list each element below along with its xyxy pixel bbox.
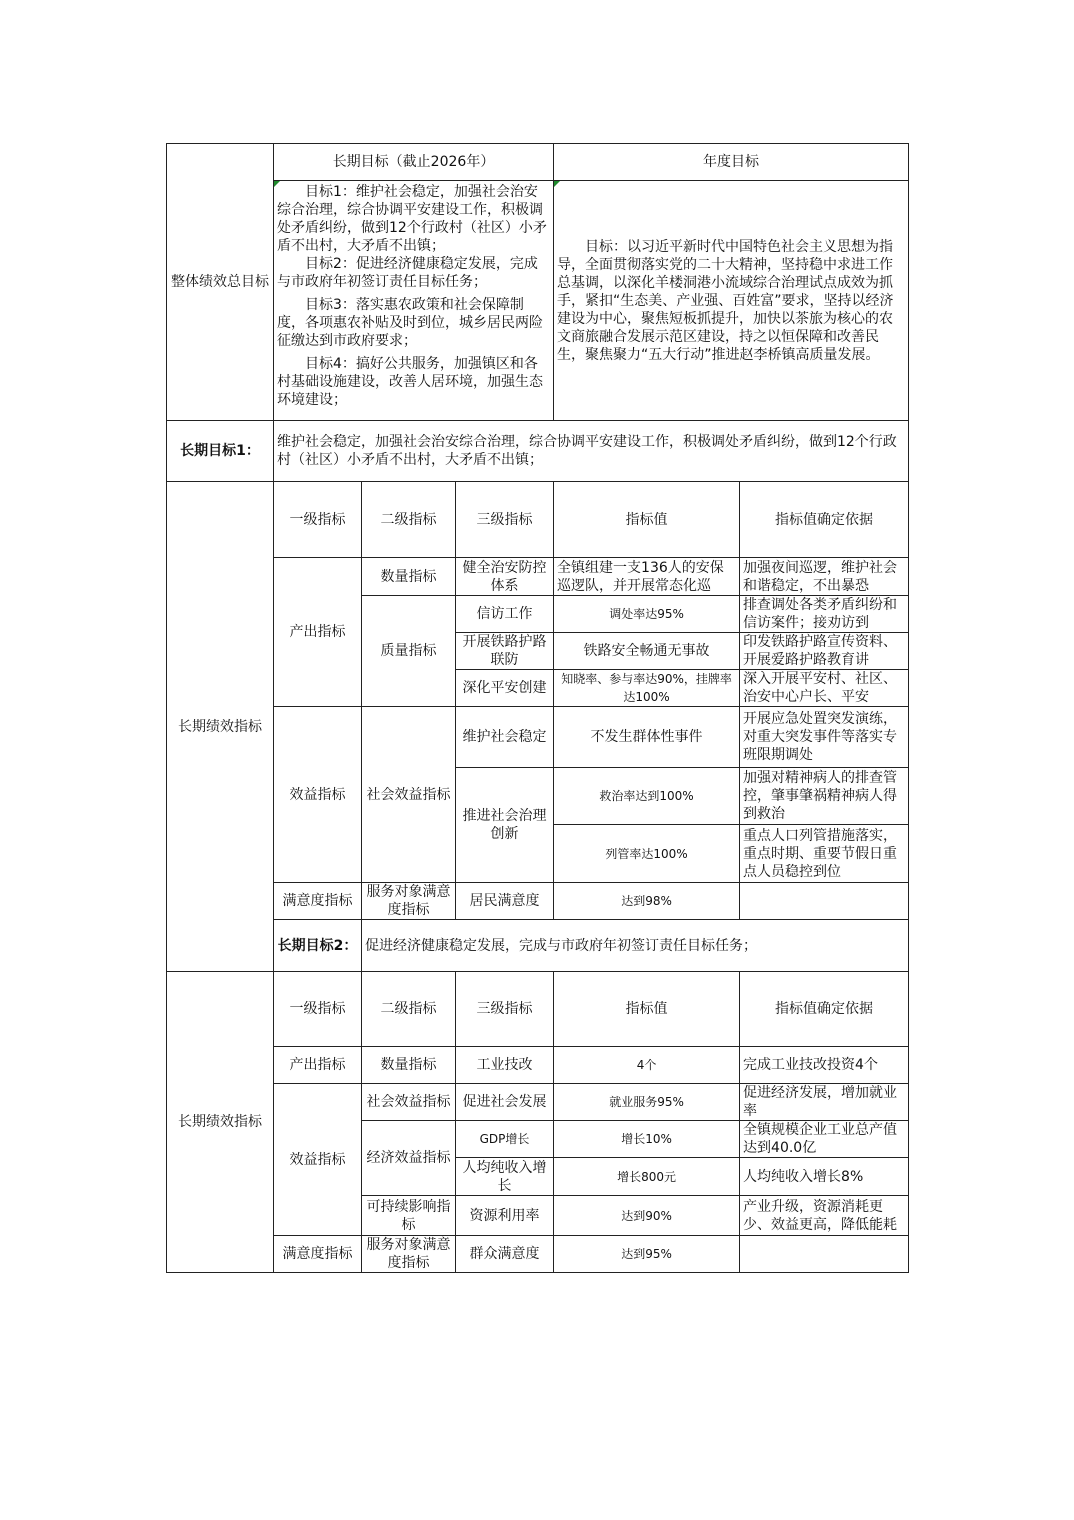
table-cell: 列管率达100%: [554, 825, 740, 883]
goal2-section-label: 长期绩效指标: [167, 972, 274, 1273]
header-level1: 一级指标: [274, 482, 362, 558]
table-cell: 加强夜间巡逻，维护社会和谐稳定，不出暴恐: [740, 558, 909, 596]
table-cell: 就业服务95%: [554, 1084, 740, 1121]
service-satisfaction-indicator: 服务对象满意度指标: [362, 1236, 456, 1273]
header-value: 指标值: [554, 482, 740, 558]
output-indicator: 产出指标: [274, 558, 362, 707]
table-cell: 印发铁路护路宣传资料、开展爱路护路教育讲: [740, 633, 909, 670]
table-cell: 达到95%: [554, 1236, 740, 1273]
service-satisfaction-indicator: 服务对象满意度指标: [362, 883, 456, 920]
quantity-indicator: 数量指标: [362, 1047, 456, 1084]
table-cell: 调处率达95%: [554, 596, 740, 633]
table-cell: 促进社会发展: [456, 1084, 554, 1121]
goal2-text: 促进经济健康稳定发展，完成与市政府年初签订责任目标任务；: [362, 920, 909, 972]
header-basis: 指标值确定依据: [740, 482, 909, 558]
table-cell: 居民满意度: [456, 883, 554, 920]
table-cell: 全镇组建一支136人的安保巡逻队，并开展常态化巡: [554, 558, 740, 596]
social-benefit-indicator: 社会效益指标: [362, 1084, 456, 1121]
table-cell: 维护社会稳定: [456, 707, 554, 768]
table-cell: 4个: [554, 1047, 740, 1084]
performance-goals-sheet: [166, 143, 908, 1273]
overall-goal-label: 整体绩效总目标: [167, 144, 274, 421]
header-level2: 二级指标: [362, 972, 456, 1047]
table-cell: 知晓率、参与率达90%，挂牌率达100%: [554, 670, 740, 707]
long-term-header: 长期目标（截止2026年）: [274, 144, 554, 181]
table-cell: 救治率达到100%: [554, 768, 740, 825]
sustainability-indicator: 可持续影响指标: [362, 1196, 456, 1236]
long-term-goals-cell: [274, 181, 554, 421]
header-basis: 指标值确定依据: [740, 972, 909, 1047]
goal1-label: 长期目标1：: [167, 421, 274, 482]
table-cell: 达到90%: [554, 1196, 740, 1236]
table-cell: 群众满意度: [456, 1236, 554, 1273]
table-cell: 达到98%: [554, 883, 740, 920]
output-indicator: 产出指标: [274, 1047, 362, 1084]
table-cell: 工业技改: [456, 1047, 554, 1084]
benefit-indicator: 效益指标: [274, 707, 362, 883]
table-cell: 不发生群体性事件: [554, 707, 740, 768]
long-term-goal-2: 目标2：促进经济健康稳定发展，完成与市政府年初签订责任目标任务；: [277, 256, 538, 290]
table-cell: [740, 1236, 909, 1273]
table-cell: 信访工作: [456, 596, 554, 633]
performance-table: [166, 143, 909, 1273]
table-cell: 健全治安防控体系: [456, 558, 554, 596]
goal1-text: 维护社会稳定，加强社会治安综合治理，综合协调平安建设工作，积极调处矛盾纠纷，做到12个行政村（社区）小矛盾不出村，大矛盾不出镇；: [274, 421, 909, 482]
annual-header: 年度目标: [554, 144, 909, 181]
goal1-section-label: 长期绩效指标: [167, 482, 274, 972]
table-cell: 深化平安创建: [456, 670, 554, 707]
table-cell: 深入开展平安村、社区、治安中心户长、平安: [740, 670, 909, 707]
header-level2: 二级指标: [362, 482, 456, 558]
governance-innovation: 推进社会治理创新: [456, 768, 554, 883]
table-cell: 排查调处各类矛盾纠纷和信访案件；接劝访到: [740, 596, 909, 633]
header-level1: 一级指标: [274, 972, 362, 1047]
table-cell: 资源利用率: [456, 1196, 554, 1236]
table-cell: 人均纯收入增长8%: [740, 1158, 909, 1196]
table-cell: 促进经济发展，增加就业率: [740, 1084, 909, 1121]
long-term-goal-4: 目标4：搞好公共服务，加强镇区和各村基础设施建设，改善人居环境，加强生态环境建设；: [277, 356, 543, 408]
long-term-goal-1: 目标1：维护社会稳定，加强社会治安综合治理，综合协调平安建设工作，积极调处矛盾纠纷，做到12个行政村（社区）小矛盾不出村，大矛盾不出镇；: [277, 184, 547, 254]
table-cell: 加强对精神病人的排查管控，肇事肇祸精神病人得到救治: [740, 768, 909, 825]
table-cell: GDP增长: [456, 1121, 554, 1158]
table-cell: 增长10%: [554, 1121, 740, 1158]
long-term-goal-3: 目标3：落实惠农政策和社会保障制度，各项惠农补贴及时到位，城乡居民两险征缴达到市政府要求；: [277, 297, 543, 349]
benefit-indicator: 效益指标: [274, 1084, 362, 1236]
header-level3: 三级指标: [456, 972, 554, 1047]
economic-benefit-indicator: 经济效益指标: [362, 1121, 456, 1196]
goal2-label: 长期目标2：: [274, 920, 362, 972]
comment-marker-icon: [554, 181, 560, 187]
header-value: 指标值: [554, 972, 740, 1047]
table-cell: 全镇规模企业工业总产值达到40.0亿: [740, 1121, 909, 1158]
satisfaction-indicator: 满意度指标: [274, 1236, 362, 1273]
table-cell: 完成工业技改投资4个: [740, 1047, 909, 1084]
table-cell: 开展铁路护路联防: [456, 633, 554, 670]
comment-marker-icon: [274, 181, 280, 187]
table-cell: 重点人口列管措施落实，重点时期、重要节假日重点人员稳控到位: [740, 825, 909, 883]
table-cell: 开展应急处置突发演练，对重大突发事件等落实专班限期调处: [740, 707, 909, 768]
header-level3: 三级指标: [456, 482, 554, 558]
quality-indicator: 质量指标: [362, 596, 456, 707]
annual-goal-cell: [554, 181, 909, 421]
table-cell: 人均纯收入增长: [456, 1158, 554, 1196]
table-cell: 铁路安全畅通无事故: [554, 633, 740, 670]
satisfaction-indicator: 满意度指标: [274, 883, 362, 920]
table-cell: 增长800元: [554, 1158, 740, 1196]
table-cell: [740, 883, 909, 920]
annual-goal-text: 目标：以习近平新时代中国特色社会主义思想为指导，全面贯彻落实党的二十大精神，坚持稳中求进工作总基调，以深化羊楼洞港小流域综合治理试点成效为抓手，紧扣“生态美、产业强、百姓富”要求，坚持以经济建设为中心，聚焦短板抓提升，加快以茶旅为核心的农文商旅融合发展示范区建设，持之以恒保障和改善民生，聚焦聚力“五大行动”推进赵李桥镇高质量发展。: [557, 238, 894, 363]
table-cell: 产业升级，资源消耗更少、效益更高，降低能耗: [740, 1196, 909, 1236]
quantity-indicator: 数量指标: [362, 558, 456, 596]
social-benefit-indicator: 社会效益指标: [362, 707, 456, 883]
